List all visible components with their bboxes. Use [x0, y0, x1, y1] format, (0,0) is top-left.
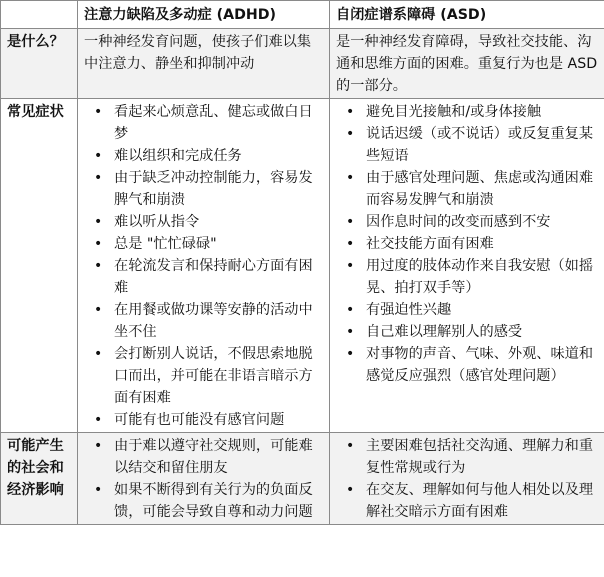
list-item: • 看起来心烦意乱、健忘或做白日梦	[84, 101, 323, 145]
list-item: • 难以听从指令	[84, 211, 323, 233]
row-what-is-it	[1, 29, 604, 99]
cell-adhd-definition: 一种神经发育问题，使孩子们难以集中注意力、静坐和抑制冲动	[78, 29, 330, 99]
header-cell-empty	[1, 1, 78, 29]
row-symptoms	[1, 99, 604, 433]
row-label-what: 是什么？	[1, 29, 78, 99]
cell-adhd-symptoms	[78, 99, 330, 433]
cell-adhd-impact	[78, 433, 330, 525]
header-asd: 自闭症谱系障碍 (ASD)	[330, 1, 604, 29]
row-label-symptoms: 常见症状	[1, 99, 78, 433]
list-item: • 有强迫性兴趣	[336, 299, 598, 321]
list-item: • 主要困难包括社交沟通、理解力和重复性常规或行为	[336, 435, 598, 479]
list-item: • 可能有也可能没有感官问题	[84, 409, 323, 431]
header-row	[1, 1, 604, 29]
adhd-impact-list	[84, 435, 323, 523]
list-item: • 总是 "忙忙碌碌"	[84, 233, 323, 255]
list-item: • 说话迟缓（或不说话）或反复重复某些短语	[336, 123, 598, 167]
cell-asd-definition: 是一种神经发育障碍，导致社交技能、沟通和思维方面的困难。重复行为也是 ASD 的一部分。	[330, 29, 604, 99]
asd-impact-list	[336, 435, 598, 523]
adhd-symptom-list	[84, 101, 323, 431]
asd-symptom-list	[336, 101, 598, 387]
list-item: • 社交技能方面有困难	[336, 233, 598, 255]
list-item: • 在用餐或做功课等安静的活动中坐不住	[84, 299, 323, 343]
list-item: • 由于难以遵守社交规则，可能难以结交和留住朋友	[84, 435, 323, 479]
list-item: • 在交友、理解如何与他人相处以及理解社交暗示方面有困难	[336, 479, 598, 523]
list-item: • 在轮流发言和保持耐心方面有困难	[84, 255, 323, 299]
list-item: • 难以组织和完成任务	[84, 145, 323, 167]
list-item: • 避免目光接触和/或身体接触	[336, 101, 598, 123]
list-item: • 对事物的声音、气味、外观、味道和感觉反应强烈（感官处理问题）	[336, 343, 598, 387]
list-item: • 自己难以理解别人的感受	[336, 321, 598, 343]
list-item: • 如果不断得到有关行为的负面反馈，可能会导致自尊和动力问题	[84, 479, 323, 523]
list-item: • 会打断别人说话，不假思索地脱口而出，并可能在非语言暗示方面有困难	[84, 343, 323, 409]
cell-asd-impact	[330, 433, 604, 525]
cell-asd-symptoms	[330, 99, 604, 433]
list-item: • 由于感官处理问题、焦虑或沟通困难而容易发脾气和崩溃	[336, 167, 598, 211]
list-item: • 因作息时间的改变而感到不安	[336, 211, 598, 233]
header-adhd: 注意力缺陷及多动症 (ADHD)	[78, 1, 330, 29]
list-item: • 由于缺乏冲动控制能力，容易发脾气和崩溃	[84, 167, 323, 211]
list-item: • 用过度的肢体动作来自我安慰（如摇晃、拍打双手等）	[336, 255, 598, 299]
row-label-impact: 可能产生的社会和经济影响	[1, 433, 78, 525]
row-impact	[1, 433, 604, 525]
